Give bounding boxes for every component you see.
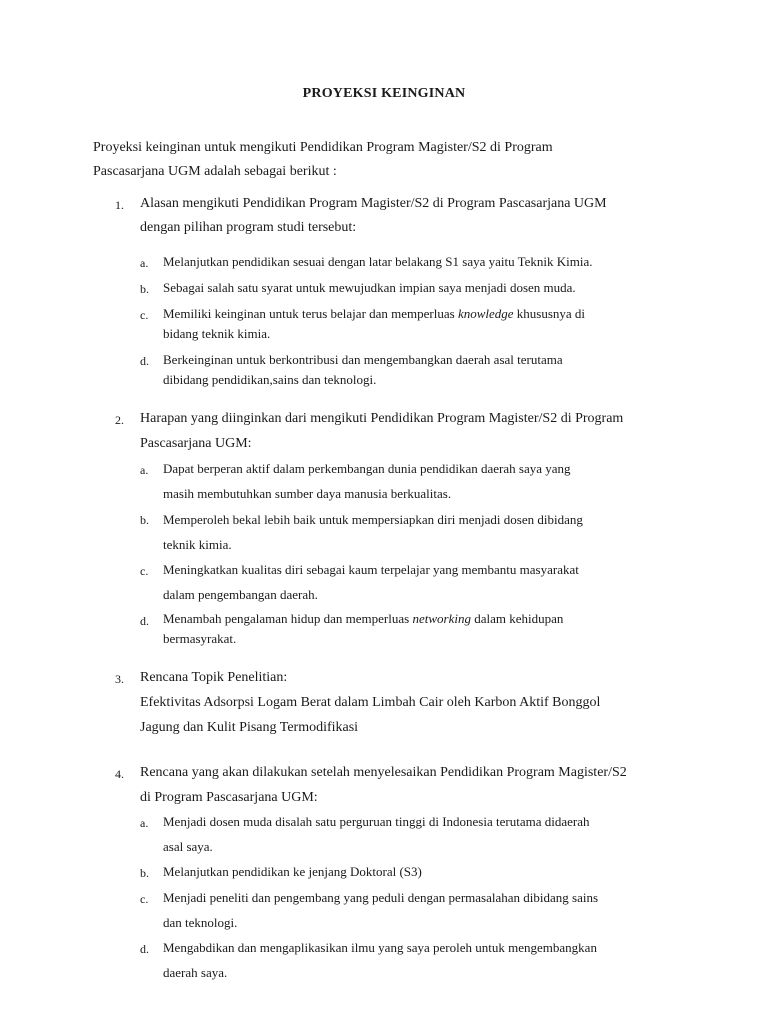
list-item-line: teknik kimia.: [163, 537, 232, 552]
item-letter: b.: [140, 282, 149, 296]
section-heading: [140, 406, 700, 456]
text-run: dalam kehidupan: [470, 611, 564, 626]
item-letter: a.: [140, 256, 149, 270]
list-item: [163, 809, 703, 859]
section-heading-line: dengan pilihan program studi tersebut:: [140, 220, 357, 235]
list-item-line: Melanjutkan pendidikan ke jenjang Doktoral (S3): [163, 864, 422, 879]
section-number: 4.: [115, 767, 124, 781]
item-letter: c.: [140, 892, 149, 906]
intro-line: Proyeksi keinginan untuk mengikuti Pendidikan Program Magister/S2 di Program: [93, 140, 553, 155]
list-item-line: Berkeinginan untuk berkontribusi dan mengembangkan daerah asal terutama: [163, 352, 563, 367]
text-run: khususnya di: [513, 306, 586, 321]
list-item: [163, 304, 703, 344]
section-heading-line: Harapan yang diinginkan dari mengikuti Pendidikan Program Magister/S2 di Program: [140, 411, 624, 426]
list-item-line: dan teknologi.: [163, 915, 238, 930]
italic-term: networking: [412, 611, 471, 626]
list-item-line: [163, 304, 703, 324]
section-heading-line: Rencana yang akan dilakukan setelah menyelesaikan Pendidikan Program Magister/S2: [140, 765, 627, 780]
section-heading-line: Alasan mengikuti Pendidikan Program Magister/S2 di Program Pascasarjana UGM: [140, 196, 607, 211]
list-item: [163, 456, 703, 506]
list-item-line: dibidang pendidikan,sains dan teknologi.: [163, 372, 377, 387]
section-heading-line: di Program Pascasarjana UGM:: [140, 790, 318, 805]
italic-term: knowledge: [457, 306, 514, 321]
page-title: PROYEKSI KEINGINAN: [302, 86, 466, 101]
list-item-line: bidang teknik kimia.: [163, 326, 271, 341]
intro-line: Pascasarjana UGM adalah sebagai berikut :: [93, 164, 337, 179]
list-item-line: Memperoleh bekal lebih baik untuk mempersiapkan diri menjadi dosen dibidang: [163, 512, 583, 527]
list-item-line: asal saya.: [163, 839, 213, 854]
item-letter: d.: [140, 942, 149, 956]
section-heading-line: Pascasarjana UGM:: [140, 436, 252, 451]
list-item-line: Menjadi peneliti dan pengembang yang peduli dengan permasalahan dibidang sains: [163, 890, 599, 905]
list-item: [163, 609, 703, 649]
list-item: [163, 859, 703, 884]
list-item-line: [163, 609, 703, 629]
section-heading: [140, 665, 700, 740]
section-heading-line: Rencana Topik Penelitian:: [140, 670, 288, 685]
list-item: [163, 279, 703, 297]
list-item: [163, 557, 703, 607]
intro-paragraph: [93, 136, 693, 184]
section-number: 2.: [115, 413, 124, 427]
item-letter: a.: [140, 463, 149, 477]
section-heading: [140, 760, 700, 810]
research-topic-line: Jagung dan Kulit Pisang Termodifikasi: [140, 720, 359, 735]
list-item-line: Mengabdikan dan mengaplikasikan ilmu yang saya peroleh untuk mengembangkan: [163, 940, 597, 955]
list-item-line: Sebagai salah satu syarat untuk mewujudkan impian saya menjadi dosen muda.: [163, 280, 576, 295]
list-item-line: masih membutuhkan sumber daya manusia berkualitas.: [163, 486, 452, 501]
list-item-line: daerah saya.: [163, 965, 228, 980]
text-run: Memiliki keinginan untuk terus belajar dan memperluas: [163, 306, 458, 321]
item-letter: b.: [140, 513, 149, 527]
research-topic-line: Efektivitas Adsorpsi Logam Berat dalam Limbah Cair oleh Karbon Aktif Bonggol: [140, 695, 601, 710]
list-item-line: Dapat berperan aktif dalam perkembangan dunia pendidikan daerah saya yang: [163, 461, 571, 476]
list-item-line: Meningkatkan kualitas diri sebagai kaum terpelajar yang membantu masyarakat: [163, 562, 579, 577]
section-heading: [140, 192, 700, 240]
section-number: 1.: [115, 198, 124, 212]
item-letter: c.: [140, 308, 149, 322]
list-item: [163, 253, 703, 271]
item-letter: b.: [140, 866, 149, 880]
list-item: [163, 935, 703, 985]
list-item-line: Melanjutkan pendidikan sesuai dengan latar belakang S1 saya yaitu Teknik Kimia.: [163, 254, 593, 269]
section-number: 3.: [115, 672, 124, 686]
text-run: Menambah pengalaman hidup dan memperluas: [163, 611, 413, 626]
list-item-line: dalam pengembangan daerah.: [163, 587, 318, 602]
list-item-line: Menjadi dosen muda disalah satu perguruan tinggi di Indonesia terutama didaerah: [163, 814, 590, 829]
item-letter: d.: [140, 614, 149, 628]
list-item: [163, 507, 703, 557]
item-letter: a.: [140, 816, 149, 830]
item-letter: c.: [140, 564, 149, 578]
list-item: [163, 885, 703, 935]
list-item: [163, 350, 703, 390]
list-item-line: bermasyrakat.: [163, 631, 237, 646]
item-letter: d.: [140, 354, 149, 368]
